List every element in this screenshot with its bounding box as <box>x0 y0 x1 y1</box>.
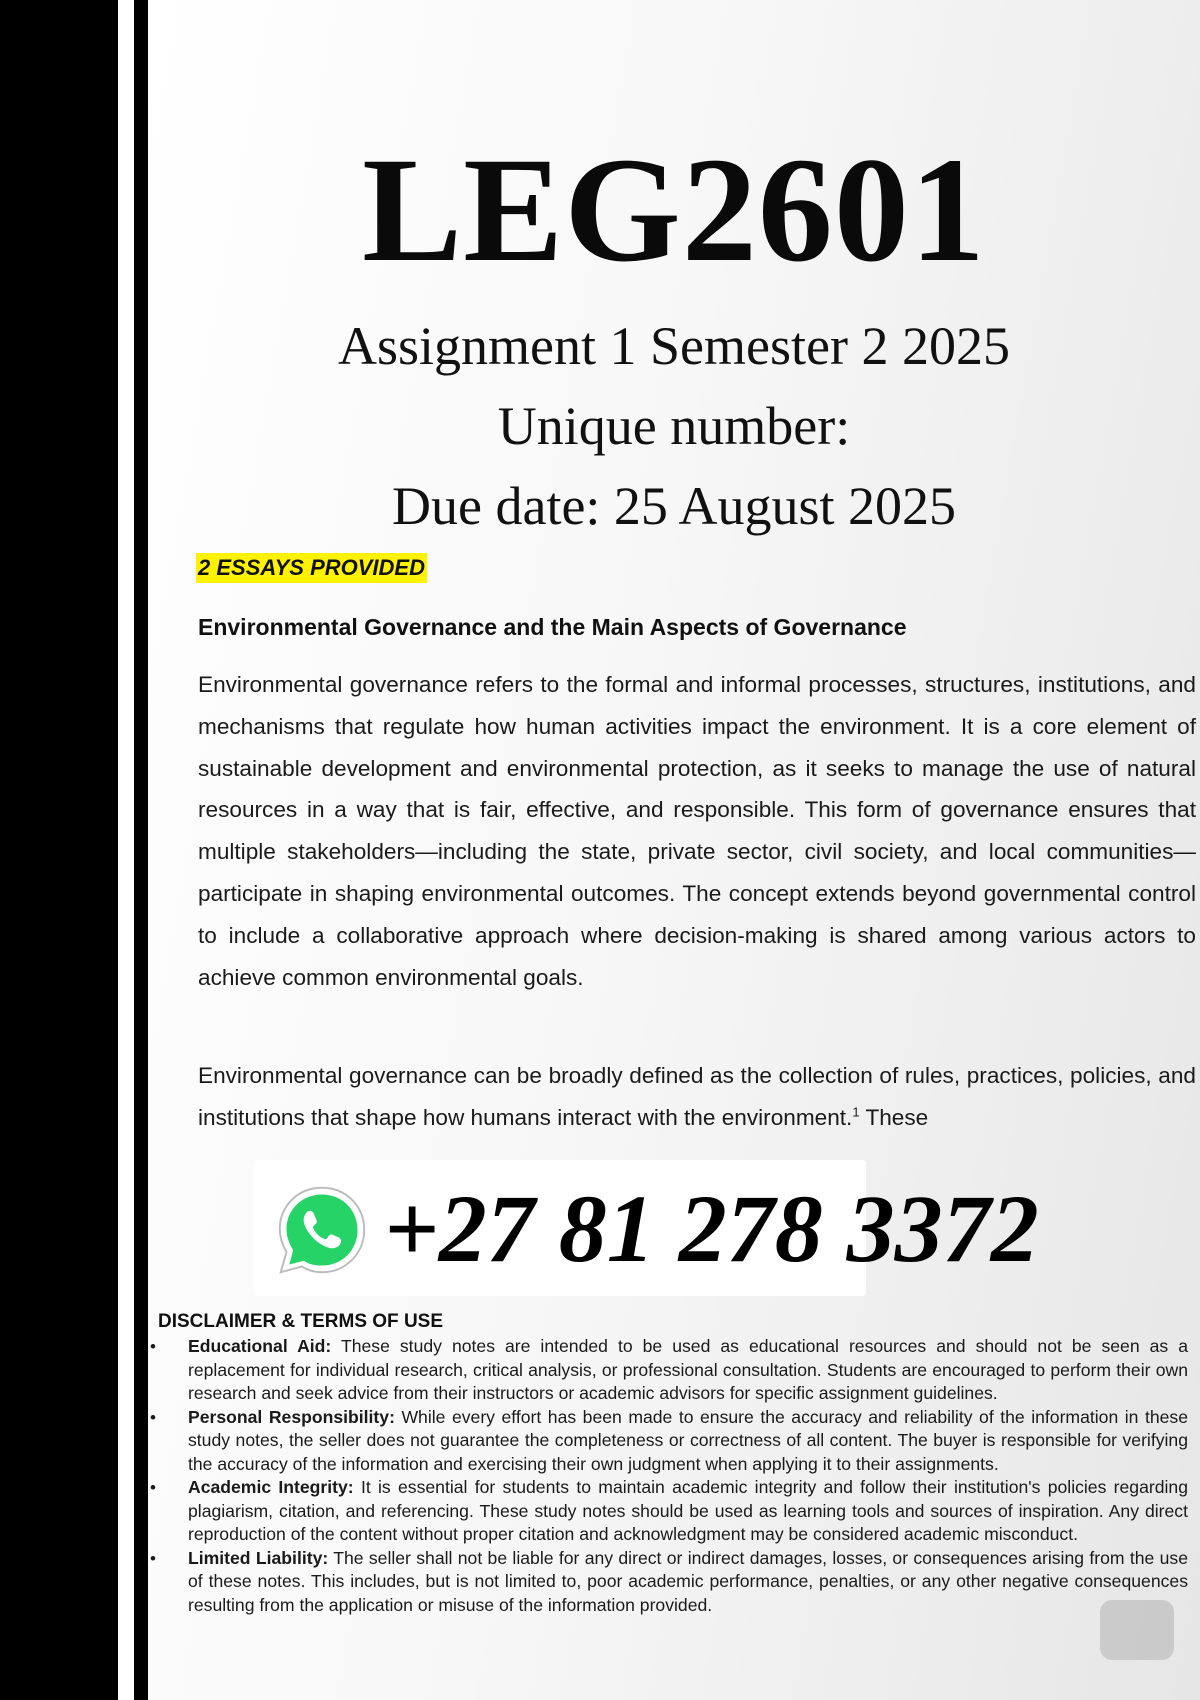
bullet-icon: • <box>150 1478 156 1497</box>
term-label: Limited Liability: <box>188 1547 329 1568</box>
whatsapp-icon <box>274 1182 370 1278</box>
essay-paragraph: Environmental governance refers to the formal and informal processes, structures, institutions, and mechanisms that regulate how human activities impact the environment. It is a core element of sustainable development and environmental protection, as it seeks to manage the use of natural resources in a way that is fair, effective, and responsible. This form of governance ensures that multiple stakeholders—including the state, private sector, civil society, and local communities—participate in shaping environmental outcomes. The concept extends beyond governmental control to include a collaborative approach where decision-making is shared among various actors to achieve common environmental goals. <box>198 672 1196 990</box>
course-code-title: LEG2601 <box>362 127 986 293</box>
list-item <box>140 1547 1188 1618</box>
term-label: Academic Integrity: <box>188 1477 354 1497</box>
essays-provided-badge: 2 ESSAYS PROVIDED <box>196 553 427 583</box>
bullet-icon: • <box>150 1337 156 1356</box>
term-label: Educational Aid: <box>188 1336 332 1356</box>
list-item <box>140 1406 1188 1477</box>
due-date: Due date: 25 August 2025 <box>392 476 956 536</box>
list-item <box>140 1335 1188 1406</box>
term-text: The seller shall not be liable for any direct or indirect damages, losses, or consequences arising from the use of these notes. This includes, but is not limited to, poor academic performance, penalties, or any other negative consequences resulting from the application or misuse of the information provided. <box>188 1547 1188 1615</box>
contact-phone-number: +27 81 278 3372 <box>384 1175 1039 1282</box>
left-black-bar <box>0 0 118 1700</box>
disclaimer-title: DISCLAIMER & TERMS OF USE <box>158 1311 444 1332</box>
terms-list <box>140 1335 1188 1617</box>
scroll-to-top-button[interactable] <box>1100 1600 1174 1660</box>
paragraph-2-text: Environmental governance can be broadly defined as the collection of rules, practices, policies, and institutions that shape how humans interact with the environment. <box>198 1063 1196 1130</box>
term-label: Personal Responsibility: <box>188 1406 395 1427</box>
term-text: It is essential for students to maintain academic integrity and follow their institution's policies regarding plagiarism, citation, and referencing. These study notes should be used as learning tools and sources of inspiration. Any direct reproduction of the content without proper citation and acknowledgment may be considered academic misconduct. <box>188 1477 1189 1544</box>
left-gap <box>118 0 134 1700</box>
essay-heading: Environmental Governance and the Main Aspects of Governance <box>198 614 907 640</box>
whatsapp-contact-banner <box>254 1160 1039 1296</box>
term-text: These study notes are intended to be used as educational resources and should not be seen as a replacement for individual research, critical analysis, or professional consultation. Students are encouraged to perform their own research and seek advice from their instructors or academic advisors for specific assignment guidelines. <box>188 1336 1188 1403</box>
assignment-subtitle: Assignment 1 Semester 2 2025 <box>338 316 1010 376</box>
paragraph-2-continuation: These <box>865 1104 929 1130</box>
footnote-marker: 1 <box>852 1104 860 1120</box>
unique-number: Unique number: <box>497 396 851 456</box>
list-item <box>140 1476 1188 1547</box>
essay-paragraph-2 <box>198 1055 1196 1155</box>
bullet-icon: • <box>150 1548 156 1568</box>
bullet-icon: • <box>150 1407 156 1427</box>
term-text: While every effort has been made to ensure the accuracy and reliability of the information in these study notes, the seller does not guarantee the completeness or correctness of all content. The buyer is responsible for verifying the accuracy of the information and exercising their own judgment when applying it to their assignments. <box>188 1406 1188 1474</box>
